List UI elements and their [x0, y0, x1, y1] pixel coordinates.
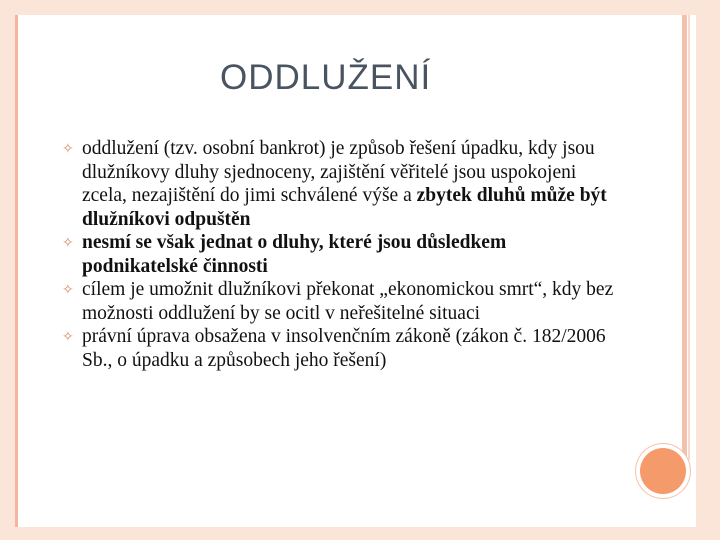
hollow-star-icon: ✧: [62, 142, 74, 157]
hollow-star-icon: ✧: [62, 283, 74, 298]
bullet-item-4: [62, 325, 622, 372]
bullet-text-bold: nesmí se však jednat o dluhy, které jsou důsledkem podnikatelské činnosti: [82, 232, 507, 277]
bullet-list: [62, 137, 622, 372]
slide-title: ODDLUŽENÍ: [220, 58, 432, 97]
bullet-item-1: [62, 137, 622, 231]
bullet-item-3: [62, 278, 622, 325]
hollow-star-icon: ✧: [62, 236, 74, 251]
decorative-orange-circle: [640, 448, 686, 494]
bullet-text-plain: právní úprava obsažena v insolvenčním zákoně (zákon č. 182/2006 Sb., o úpadku a způsobech jeho řešení): [82, 326, 606, 371]
hollow-star-icon: ✧: [62, 330, 74, 345]
bullet-text-plain: oddlužení (tzv. osobní bankrot) je způsob řešení úpadku, kdy jsou dlužníkovy dluhy sjednoceny, zajištění věřitelé jsou uspokojeni zcela, nezajištění do jimi schválené výše a: [82, 138, 595, 206]
decorative-right-line: [682, 15, 687, 460]
decorative-right-line-thin: [688, 15, 690, 460]
bullet-text-bold: zbytek dluhů může být dlužníkovi odpuštěn: [82, 185, 607, 230]
bullet-text-plain: cílem je umožnit dlužníkovi překonat „ekonomickou smrt“, kdy bez možnosti oddlužení by se ocitl v neřešitelné situaci: [82, 279, 614, 324]
bullet-item-2: [62, 231, 622, 278]
